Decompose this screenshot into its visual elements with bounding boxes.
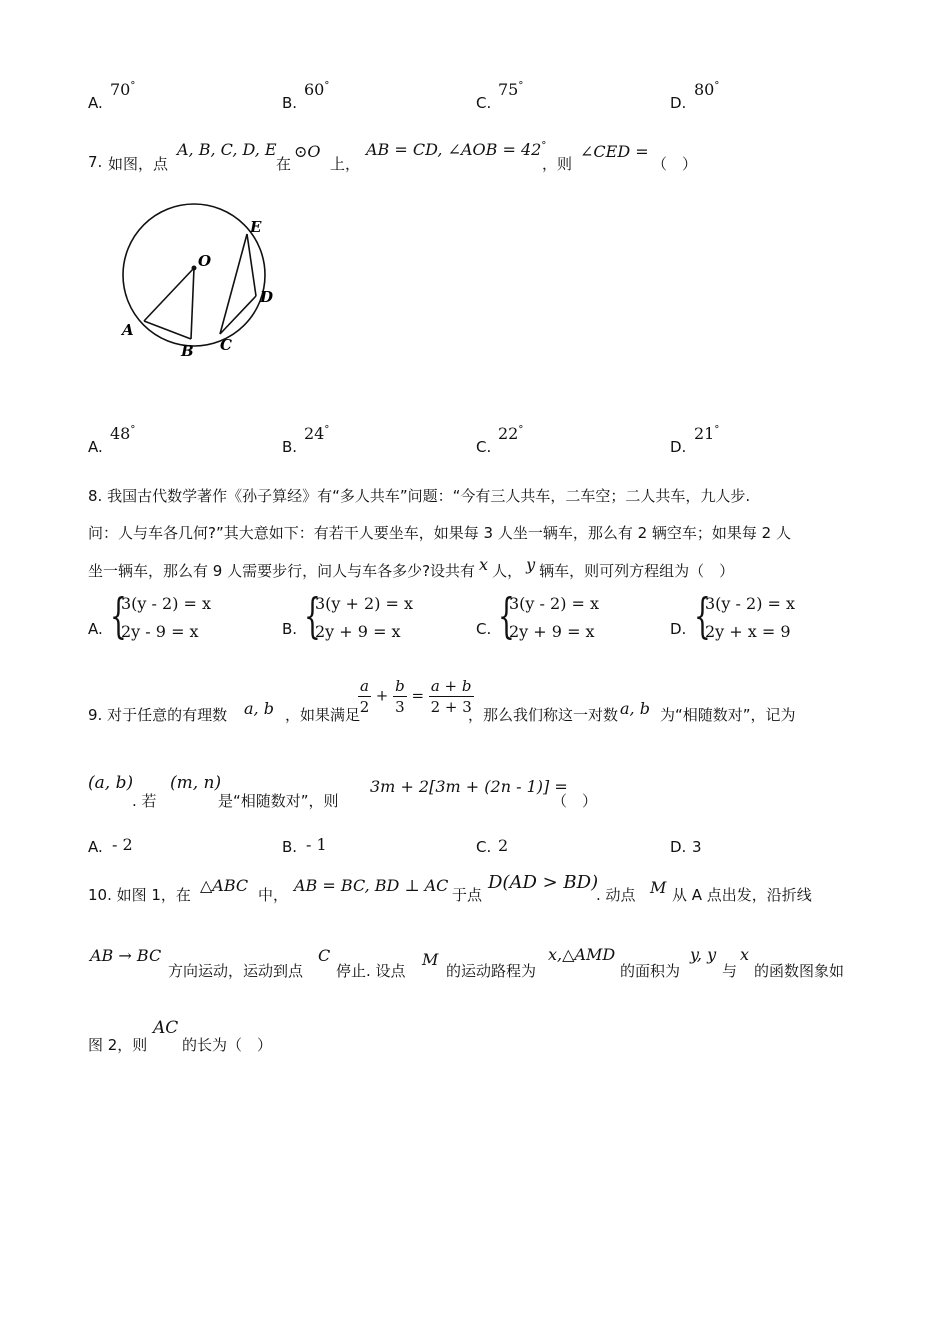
q7-paren: （ ） (652, 155, 698, 173)
q6-option-c: 75° (498, 80, 524, 99)
q10-x: x (740, 945, 750, 964)
q9-option-b: - 1 (306, 835, 327, 854)
q7-option-b-label: B. (282, 438, 298, 456)
q8-option-a-label: A. (88, 620, 103, 638)
q9-text-3: ，那么我们称这一对数 (468, 706, 619, 724)
q10-text-5: 从 A 点出发，沿折线 (672, 886, 812, 904)
label-o: O (198, 252, 212, 270)
q10-m: M (650, 878, 667, 897)
q9-option-c-label: C. (476, 838, 492, 856)
q9-option-d-label: D. (670, 838, 687, 856)
q8-option-d-brace: { (694, 588, 711, 644)
q10-c: C (318, 946, 331, 965)
q7-option-d-label: D. (670, 438, 687, 456)
q9-pair-2: (m, n) (170, 773, 222, 793)
q9-ab-2: a, b (620, 699, 650, 718)
q10-text-4: . 动点 (596, 886, 636, 904)
segment-ob (191, 268, 194, 339)
q7-circle: ⊙O (294, 142, 321, 161)
q8-option-b-label: B. (282, 620, 298, 638)
q7-text-3: 上， (330, 155, 361, 173)
q8-line-1: 8. 我国古代数学著作《孙子算经》有“多人共车”问题：“今有三人共车，二车空；二人共车，九人步. (88, 487, 751, 505)
q7-text-2: 在 (276, 155, 292, 173)
q9-ab: a, b (244, 699, 274, 718)
q9-option-c: 2 (498, 836, 509, 855)
q8-option-c-label: C. (476, 620, 492, 638)
q9-equation: $\frac{a}{2}$ + $\frac{b}{3}$ = $\frac{a + b}{2 + 3}$ (359, 677, 472, 716)
q7-number: 7. (88, 153, 103, 171)
center-dot (192, 266, 197, 271)
q7-text-4: ，则 (542, 155, 573, 173)
q7-option-c: 22° (498, 424, 524, 443)
q7-option-a: 48° (110, 424, 136, 443)
q8-option-b-brace: { (304, 588, 321, 644)
q10-text-3: 于点 (452, 886, 483, 904)
q10-text-6: 方向运动，运动到点 (168, 962, 304, 980)
label-d: D (260, 288, 274, 306)
q8-option-a-eq2: 2y - 9 = x (121, 622, 199, 641)
q6-option-a: 70° (110, 80, 136, 99)
q10-path: AB → BC (90, 946, 162, 965)
q10-condition: AB = BC, BD ⊥ AC (294, 876, 449, 895)
q10-x-amd: x,△AMD (548, 945, 616, 964)
q7-ask: ∠CED = (580, 142, 649, 161)
q9-text-2: ，如果满足 (285, 706, 361, 724)
q10-ac: AC (153, 1018, 179, 1038)
segment-ed (247, 234, 256, 296)
label-c: C (220, 336, 232, 354)
q8-line-3: 坐一辆车，那么有 9 人需要步行，问人与车各多少?设共有 x 人， y 辆车，则可列方程组为（ ） (88, 555, 735, 580)
q9-option-d: 3 (692, 838, 702, 856)
q7-points: A, B, C, D, E (177, 140, 277, 159)
q7-circle-figure (110, 200, 290, 370)
q9-pair: (a, b) (88, 773, 134, 793)
q8-option-c-brace: { (498, 588, 515, 644)
q10-triangle: △ABC (200, 876, 249, 895)
q8-option-b-eq2: 2y + 9 = x (315, 622, 401, 641)
q6-option-d: 80° (694, 80, 720, 99)
q8-option-c-eq1: 3(y - 2) = x (509, 594, 600, 613)
label-b: B (181, 342, 194, 360)
q10-m-2: M (422, 950, 439, 969)
q7-option-d: 21° (694, 424, 720, 443)
q8-option-c-eq2: 2y + 9 = x (509, 622, 595, 641)
q7-option-a-label: A. (88, 438, 103, 456)
q9-text-4: 为“相随数对”，记为 (660, 706, 796, 724)
q6-option-a-label: A. (88, 94, 103, 112)
q9-text-1: 9. 对于任意的有理数 (88, 706, 228, 724)
q9-paren: （ ） (552, 792, 598, 810)
q9-option-a-label: A. (88, 838, 103, 856)
q6-option-c-label: C. (476, 94, 492, 112)
q6-option-d-label: D. (670, 94, 687, 112)
q10-text-11: 的函数图象如 (754, 962, 845, 980)
q8-option-d-eq2: 2y + x = 9 (705, 622, 791, 641)
q8-option-b-eq1: 3(y + 2) = x (315, 594, 414, 613)
label-a: A (122, 321, 134, 339)
q10-text-2: 中， (258, 886, 289, 904)
q10-text-7: 停止. 设点 (336, 962, 406, 980)
q7-option-c-label: C. (476, 438, 492, 456)
q7-option-b: 24° (304, 424, 330, 443)
q7-text-1: 如图，点 (108, 155, 169, 173)
q10-text-9: 的面积为 (620, 962, 681, 980)
q8-line-2: 问：人与车各几何?”其大意如下：有若干人要坐车，如果每 3 人坐一辆车，那么有 2 辆空车；如果每 2 人 (88, 524, 791, 542)
q9-text-5: . 若 (132, 792, 157, 810)
q10-point-d: D(AD > BD) (488, 872, 599, 893)
segment-ab (144, 321, 191, 339)
q10-text-13: 的长为（ ） (182, 1036, 273, 1054)
q8-option-d-label: D. (670, 620, 687, 638)
q6-option-b-label: B. (282, 94, 298, 112)
q9-text-6: 是“相随数对”，则 (218, 792, 339, 810)
q6-option-b: 60° (304, 80, 330, 99)
q10-text-1: 10. 如图 1，在 (88, 886, 191, 904)
q8-option-a-eq1: 3(y - 2) = x (121, 594, 212, 613)
q9-option-b-label: B. (282, 838, 298, 856)
q8-option-a-brace: { (110, 588, 127, 644)
segment-oa (144, 268, 194, 321)
q10-text-10: 与 (722, 962, 738, 980)
label-e: E (250, 218, 262, 236)
q10-text-12: 图 2，则 (88, 1036, 148, 1054)
q10-yy: y, y (690, 945, 717, 964)
q8-option-d-eq1: 3(y - 2) = x (705, 594, 796, 613)
q9-expression: 3m + 2[3m + (2n - 1)] = (370, 777, 568, 796)
q7-condition: AB = CD, ∠AOB = 42° (366, 140, 547, 159)
q9-option-a: - 2 (112, 835, 133, 854)
q10-text-8: 的运动路程为 (446, 962, 537, 980)
